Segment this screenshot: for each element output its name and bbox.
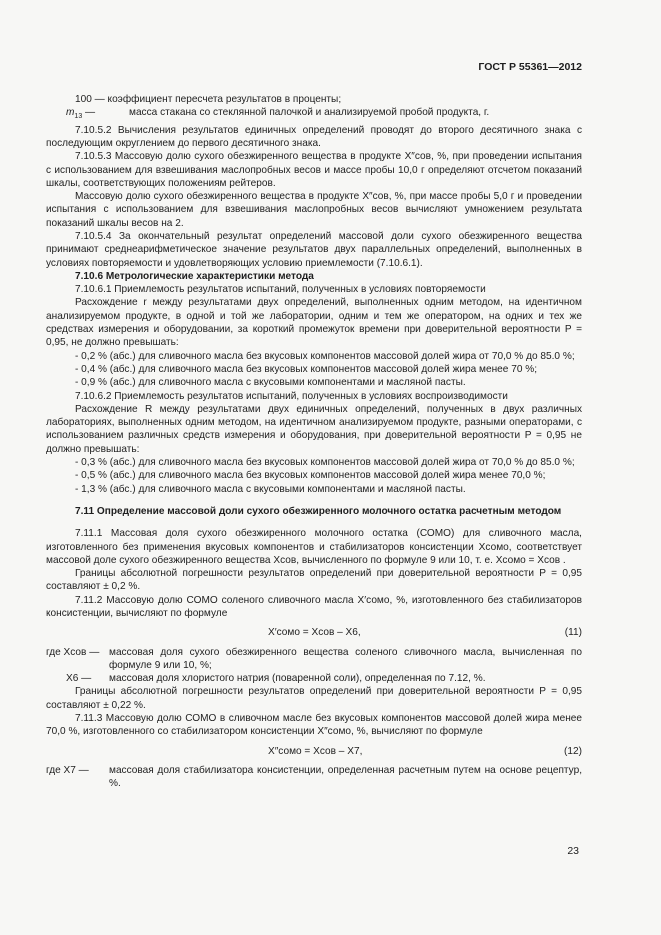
heading-7-11: 7.11 Определение массовой доли сухого обезжиренного молочного остатка расчетным методом — [75, 505, 562, 517]
para-7-11-3: 7.11.3 Массовую долю СОМО в сливочном масле без вкусовых компонентов массовой долей жира менее 70,0 %, изготовленного со стабилизатором консистенции X″сомо, %, вычисляют по формуле — [46, 713, 582, 738]
para-7-11-2: 7.11.2 Массовую долю СОМО соленого сливочного масла X′сомо, %, изготовленного без стабилизаторов консистенции, вычисляют по формуле — [46, 594, 582, 619]
standard-header: ГОСТ Р 55361—2012 — [478, 61, 582, 73]
def-xsov-term: где Xсов — — [46, 646, 100, 658]
def-x7 — [46, 764, 582, 791]
list-item-r2: - 0,4 % (абс.) для сливочного масла без вкусовых компонентов массовой долей жира менее 70 %; — [75, 363, 538, 375]
list-item-R2: - 0,5 % (абс.) для сливочного масла без вкусовых компонентов массовой долей жира менее 70,0 %; — [75, 470, 546, 482]
def-m13-text: масса стакана со стеклянной палочкой и анализируемой пробой продукта, г. — [129, 107, 490, 119]
formula-12-number: (12) — [564, 745, 582, 757]
formula-11-expr: X′сомо = Xсов – X6, — [268, 627, 361, 639]
formula-11 — [46, 626, 582, 639]
def-x7-term: где X7 — — [46, 764, 89, 776]
para-scale-x2: Массовую долю сухого обезжиренного вещества в продукте X″сов, %, при массе пробы 5,0 г и проведении испытания с использованием для взвешивания маслопробных весов вычисляют умножением результата показаний шкалы весов на 2. — [46, 191, 582, 229]
document-body — [46, 93, 582, 791]
def-x7-text: массовая доля стабилизатора консистенции, определенная расчетным путем на основе рецептур, %. — [109, 764, 582, 790]
def-xsov — [46, 646, 582, 673]
para-7-10-6-2: 7.10.6.2 Приемлемость результатов испытаний, полученных в условиях воспроизводимости — [75, 390, 508, 402]
list-item-r3: - 0,9 % (абс.) для сливочного масла с вкусовыми компонентами и масляной пасты. — [75, 377, 466, 389]
para-7-10-5-4: 7.10.5.4 За окончательный результат определений массовой доли сухого обезжиренного вещества принимают среднеарифметическое значение результатов двух параллельных определений, выполненных в условиях повторяемости и удовлетворяющих условию приемлемости (7.10.6.1). — [46, 230, 582, 269]
para-7-10-5-3: 7.10.5.3 Массовую долю сухого обезжиренного вещества в продукте X″сов, %, при проведении испытания с использованием для взвешивания маслопробных весов и массе пробы 10,0 г определяют отсчетом показаний шкалы, соответствующих положениям рейтеров. — [46, 151, 582, 189]
para-repeatability: Расхождение r между результатами двух определений, выполненных одним методом, на идентичном анализируемом продукте, в одной и той же лаборатории, одним и тем же оператором, на одних и тех же средствах измерения и оборудовании, за короткий промежуток времени при доверительной вероятности P = 0,95, не должно превышать: — [46, 297, 582, 349]
list-item-R1: - 0,3 % (абс.) для сливочного масла без вкусовых компонентов массовой долей жира от 70,0 % до 85.0 %; — [75, 457, 575, 469]
formula-12-expr: X″сомо = Xсов – X7, — [268, 745, 363, 757]
def-100: 100 — коэффициент пересчета результатов в проценты; — [75, 94, 342, 105]
def-x6-term: X6 — — [66, 673, 92, 685]
list-item-R3: - 1,3 % (абс.) для сливочного масла с вкусовыми компонентами и масляной пасты. — [75, 483, 466, 495]
para-error-02: Границы абсолютной погрешности результатов определений при доверительной вероятности P = 0,95 составляют ± 0,2 %. — [46, 568, 582, 593]
para-error-022: Границы абсолютной погрешности результатов определений при доверительной вероятности P = 0,95 составляют ± 0,22 %. — [46, 686, 582, 711]
def-x6 — [46, 672, 582, 685]
para-7-10-5-2: 7.10.5.2 Вычисления результатов единичных определений проводят до второго десятичного знака с последующим округлением до первого десятичного знака. — [46, 124, 582, 149]
list-item-r1: - 0,2 % (абс.) для сливочного масла без вкусовых компонентов массовой долей жира от 70,0 % до 85.0 %; — [75, 350, 575, 362]
formula-11-number: (11) — [564, 627, 582, 639]
def-m13 — [46, 106, 582, 123]
def-m13-term: $m_{13}$ — — [66, 107, 96, 121]
page-number: 23 — [567, 845, 579, 857]
formula-12 — [46, 745, 582, 758]
para-7-10-6-1: 7.10.6.1 Приемлемость результатов испытаний, полученных в условиях повторяемости — [75, 284, 486, 296]
def-xsov-text: массовая доля сухого обезжиренного вещества соленого сливочного масла, вычисленная по формуле 9 или 10, %; — [109, 646, 582, 671]
para-reproducibility: Расхождение R между результатами двух единичных определений, полученных в двух различных лабораториях, выполненных одним методом, на идентичном анализируемом продукте, разными операторами, с использованием различных средств измерения и оборудования, при доверительной вероятности P = 0,95 не должно превышать: — [46, 403, 582, 455]
def-x6-text: массовая доля хлористого натрия (поваренной соли), определенная по 7.12, %. — [109, 673, 486, 685]
para-7-11-1: 7.11.1 Массовая доля сухого обезжиренного молочного остатка (СОМО) для сливочного масла, изготовленного без применения вкусовых компонентов и стабилизаторов консистенции Xсомо, соответствует массовой доле сухого обезжиренного вещества Xсов, вычисленного по формуле 9 или 10, т. е. Xсомо = Xсов . — [46, 528, 582, 566]
heading-7-10-6: 7.10.6 Метрологические характеристики метода — [75, 270, 314, 282]
